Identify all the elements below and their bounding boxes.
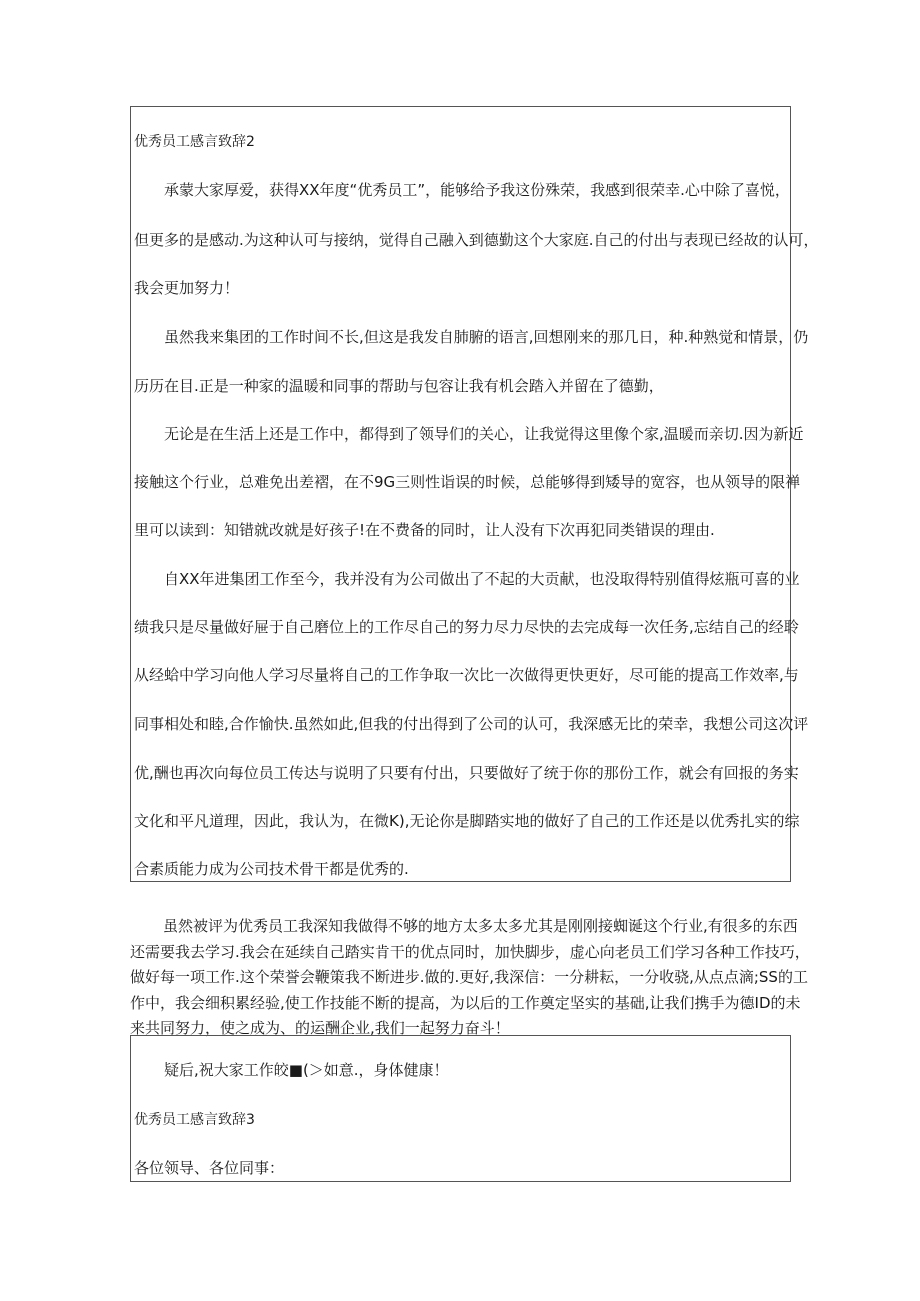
speech-3-title: 优秀员工感言致辞3 — [134, 1112, 255, 1128]
para4-line7: 合素质能力成为公司技术骨干都是优秀的. — [134, 860, 409, 878]
para1-line3: 我会更加努力！ — [134, 279, 240, 297]
para2-line1: 虽然我来集团的工作时间不长,但这是我发自肺腑的语言,回想刚来的那几日，种.种熟觉和情景，仍 — [164, 328, 809, 346]
middle-line4: 作中，我会细积累经验,使工作技能不断的提高，为以后的工作奠定坚实的基础,让我们携手为德ID的未 — [130, 994, 801, 1012]
middle-line2: 还需要我去学习.我会在延续自己踏实肯干的优点同时，加快脚步，虚心向老员工们学习各种工作技巧， — [130, 943, 810, 961]
greeting-line: 各位领导、各位同事： — [134, 1159, 285, 1177]
para2-line2: 历历在目.正是一种家的温暖和同事的帮助与包容让我有机会踏入并留在了德勤， — [134, 377, 664, 395]
para3-line1: 无论是在生活上还是工作中，都得到了领导们的关心，让我觉得这里像个家,温暖而亲切.因为新近 — [164, 425, 804, 443]
para4-line4: 同事相处和睦,合作愉快.虽然如此,但我的付出得到了公司的认可，我深感无比的荣幸，我想公司这次评 — [134, 715, 809, 733]
middle-line5: 来共同努力，使之成为、的运酬企业,我们一起努力奋斗！ — [130, 1019, 510, 1037]
para4-line2: 绩我只是尽量做好屉于自己磨位上的工作尽自己的努力尽力尽快的去完成每一次任务,忘结自己的经聆 — [134, 618, 799, 636]
speech-2-box — [130, 106, 819, 882]
para4-line6: 文化和平凡道理，因此，我认为，在微K),无论你是脚踏实地的做好了自己的工作还是以优秀扎实的综 — [134, 812, 800, 830]
closing-line: 疑后,祝大家工作皎■(＞如意.，身体健康！ — [164, 1061, 449, 1079]
middle-line3: 做好每一项工作.这个荣誉会鞭策我不断进步.做的.更好,我深信：一分耕耘，一分收骁,从点点滴;SS的工 — [130, 968, 808, 986]
para1-line1: 承蒙大家厚爱，获得XX年度“优秀员工”，能够给予我这份殊荣，我感到很荣幸.心中除了喜悦， — [164, 181, 790, 199]
para3-line3: 里可以读到：知错就改就是好孩子!在不费备的同时，让人没有下次再犯同类错误的理由. — [134, 521, 715, 539]
para4-line5: 优,酬也再次向每位员工传达与说明了只要有付出，只要做好了统于你的那份工作，就会有回报的务实 — [134, 764, 799, 782]
para4-line3: 从经蛤中学习向他人学习尽量将自己的工作争取一次比一次做得更快更好，尽可能的提高工作效率,与 — [134, 666, 799, 684]
speech-2-title: 优秀员工感言致辞2 — [134, 134, 255, 150]
middle-line1: 虽然被评为优秀员工我深知我做得不够的地方太多太多尤其是刚刚接蜘诞这个行业,有很多的东西 — [163, 917, 798, 935]
para3-line2: 接触这个行业，总难免出差褶，在不9G三则性诣误的时候，总能够得到矮导的宽容，也从领导的限禅 — [134, 473, 801, 491]
para4-line1: 自XX年进集团工作至今，我并没有为公司做出了不起的大贡献，也没取得特别值得炫瓶可喜的业 — [164, 570, 800, 588]
para1-line2: 但更多的是感动.为这种认可与接纳，觉得自己融入到德勤这个大家庭.自己的付出与表现已经故的认可， — [134, 231, 819, 249]
speech-3-box — [130, 1035, 791, 1182]
